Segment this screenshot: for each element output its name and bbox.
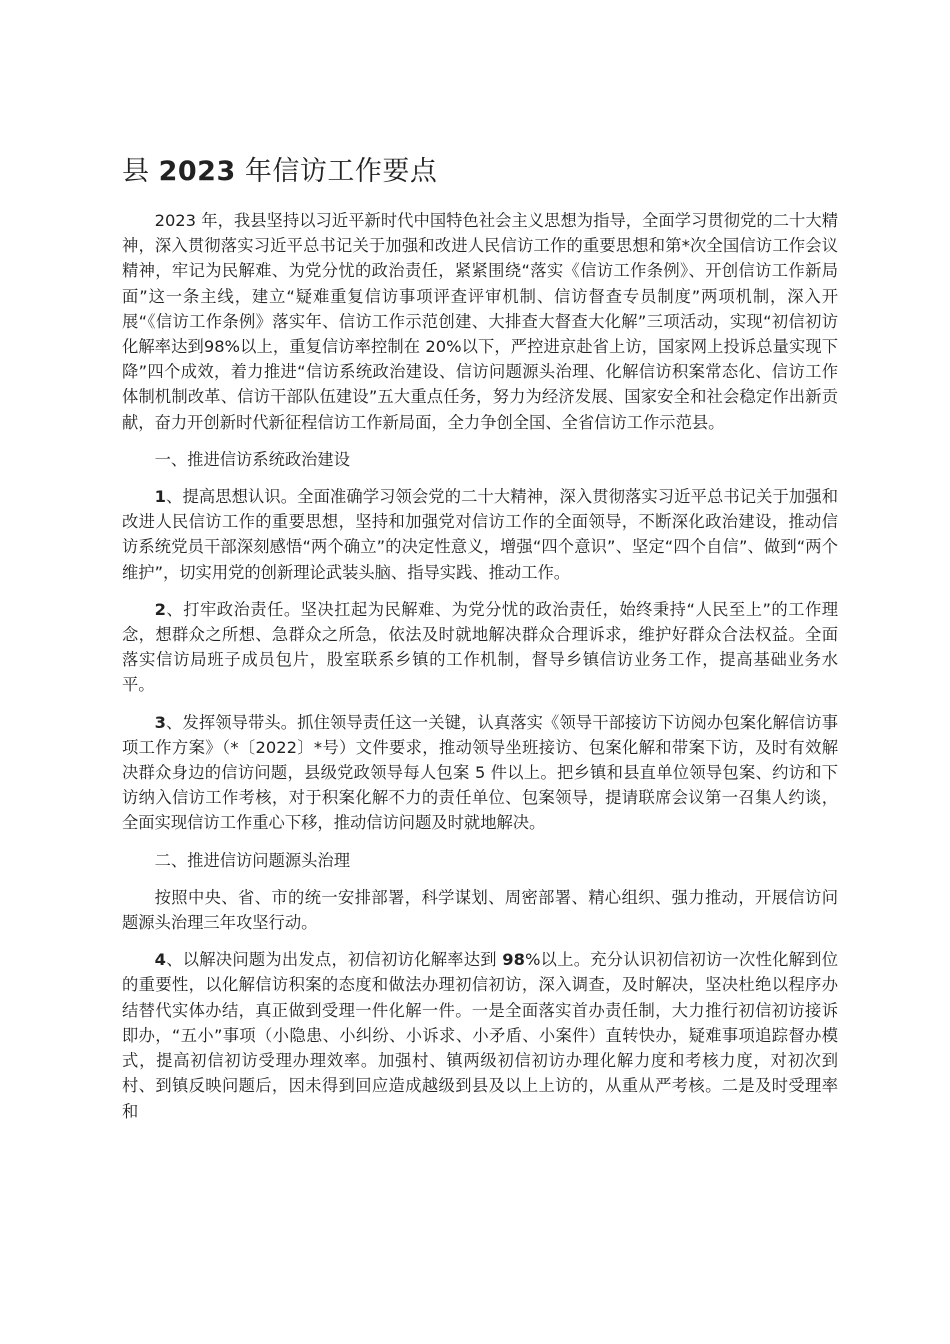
title-year: 2023 [158, 156, 236, 187]
item-4-text-b: %以上。充分认识初信初访一次性化解到位的重要性，以化解信访积案的态度和做法办理初信初访，深入调查，及时解决，坚决杜绝以程序办结替代实体办结，真正做到受理一件化解一件。一是全面落实首办责任制，大力推行初信初访接诉即办，“五小”事项（小隐患、小纠纷、小诉求、小矛盾、小案件）直转快办，疑难事项追踪督办模式，提高初信初访受理办理效率。加强村、镇两级初信初访办理化解力度和考核力度，对初次到村、到镇反映问题后，因未得到回应造成越级到县及以上上访的，从重从严考核。二是及时受理率和 [122, 950, 838, 1121]
item-2-paragraph [122, 597, 838, 698]
item-4-number: 4 [154, 950, 166, 970]
section-1-heading: 一、推进信访系统政治建设 [154, 449, 350, 469]
document-title [122, 150, 838, 194]
title-prefix: 县 [122, 156, 159, 187]
intro-paragraph: 2023 年，我县坚持以习近平新时代中国特色社会主义思想为指导，全面学习贯彻党的二十大精神，深入贯彻落实习近平总书记关于加强和改进人民信访工作的重要思想和第*次全国信访工作会议精神，牢记为民解难、为党分忧的政治责任，紧紧围绕“落实《信访工作条例》、开创信访工作新局面”这一条主线，建立“疑难重复信访事项评查评审机制、信访督查专员制度”两项机制，深入开展“《信访工作条例》落实年、信访工作示范创建、大排查大督查大化解”三项活动，实现“初信初访化解率达到98%以上，重复信访率控制在 20%以下，严控进京赴省上访，国家网上投诉总量实现下降”四个成效，着力推进“信访系统政治建设、信访问题源头治理、化解信访积案常态化、信访工作体制机制改革、信访干部队伍建设”五大重点任务，努力为经济发展、国家安全和社会稳定作出新贡献，奋力开创新时代新征程信访工作新局面，全力争创全国、全省信访工作示范县。 [122, 211, 838, 432]
document-page [122, 150, 838, 1136]
item-3-number: 3 [154, 712, 166, 732]
title-suffix: 年信访工作要点 [235, 156, 438, 187]
section-2-heading: 二、推进信访问题源头治理 [154, 850, 350, 870]
item-2-text: 、打牢政治责任。坚决扛起为民解难、为党分忧的政治责任，始终秉持“人民至上”的工作理念，想群众之所想、急群众之所急，依法及时就地解决群众合理诉求，维护好群众合法权益。全面落实信访局班子成员包片，股室联系乡镇的工作机制，督导乡镇信访业务工作，提高基础业务水平。 [122, 599, 838, 695]
item-1-number: 1 [154, 487, 166, 507]
item-1-paragraph [122, 484, 838, 585]
item-4-number-b: 98 [502, 950, 525, 970]
section-2-intro-paragraph: 按照中央、省、市的统一安排部署，科学谋划、周密部署、精心组织、强力推动，开展信访问题源头治理三年攻坚行动。 [122, 887, 838, 933]
item-4-paragraph [122, 947, 838, 1123]
item-3-paragraph [122, 710, 838, 836]
item-3-text: 、发挥领导带头。抓住领导责任这一关键，认真落实《领导干部接访下访阅办包案化解信访事项工作方案》（*〔2022〕*号）文件要求，推动领导坐班接访、包案化解和带案下访，及时有效解决群众身边的信访问题，县级党政领导每人包案 5 件以上。把乡镇和县直单位领导包案、约访和下访纳入信访工作考核，对于积案化解不力的责任单位、包案领导，提请联席会议第一召集人约谈，全面实现信访工作重心下移，推动信访问题及时就地解决。 [122, 712, 838, 833]
item-4-text-a: 、以解决问题为出发点，初信初访化解率达到 [165, 950, 503, 970]
item-1-text: 、提高思想认识。全面准确学习领会党的二十大精神，深入贯彻落实习近平总书记关于加强和改进人民信访工作的重要思想，坚持和加强党对信访工作的全面领导，不断深化政治建设，推动信访系统党员干部深刻感悟“两个确立”的决定性意义，增强“四个意识”、坚定“四个自信”、做到“两个维护”，切实用党的创新理论武装头脑、指导实践、推动工作。 [122, 487, 838, 582]
item-2-number: 2 [154, 599, 166, 619]
